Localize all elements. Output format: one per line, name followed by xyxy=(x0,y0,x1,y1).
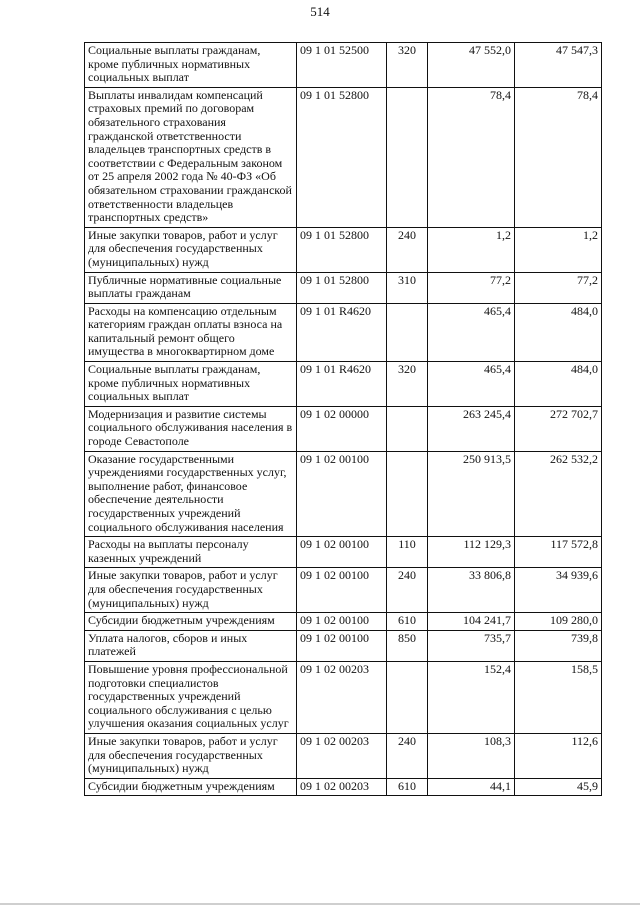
table-row xyxy=(85,362,602,407)
target-article-code-cell: 09 1 01 R4620 xyxy=(297,362,387,407)
amount-year-2-cell: 34 939,6 xyxy=(515,568,602,613)
expense-name-cell: Субсидии бюджетным учреждениям xyxy=(85,778,297,796)
expense-name-cell: Уплата налогов, сборов и иных платежей xyxy=(85,630,297,661)
table-row xyxy=(85,733,602,778)
expense-name-cell: Субсидии бюджетным учреждениям xyxy=(85,613,297,631)
amount-year-2-cell: 117 572,8 xyxy=(515,537,602,568)
expense-type-code-cell: 320 xyxy=(387,362,428,407)
amount-year-1-cell: 33 806,8 xyxy=(428,568,515,613)
table-row xyxy=(85,568,602,613)
expense-name-cell: Публичные нормативные социальные выплаты гражданам xyxy=(85,272,297,303)
target-article-code-cell: 09 1 02 00000 xyxy=(297,406,387,451)
table-row xyxy=(85,303,602,361)
expense-type-code-cell: 240 xyxy=(387,733,428,778)
expense-type-code-cell: 110 xyxy=(387,537,428,568)
expense-name-cell: Оказание государственными учреждениями государственных услуг, выполнение работ, финансовое обеспечение деятельности государственных учреждений социального обслуживания населения xyxy=(85,451,297,537)
target-article-code-cell: 09 1 02 00203 xyxy=(297,661,387,733)
amount-year-1-cell: 465,4 xyxy=(428,303,515,361)
table-row xyxy=(85,661,602,733)
target-article-code-cell: 09 1 01 52800 xyxy=(297,87,387,227)
table-row xyxy=(85,87,602,227)
table-row xyxy=(85,537,602,568)
amount-year-2-cell: 77,2 xyxy=(515,272,602,303)
amount-year-2-cell: 484,0 xyxy=(515,303,602,361)
amount-year-1-cell: 263 245,4 xyxy=(428,406,515,451)
amount-year-1-cell: 250 913,5 xyxy=(428,451,515,537)
amount-year-2-cell: 158,5 xyxy=(515,661,602,733)
expense-type-code-cell xyxy=(387,451,428,537)
expense-type-code-cell xyxy=(387,406,428,451)
amount-year-2-cell: 272 702,7 xyxy=(515,406,602,451)
amount-year-1-cell: 112 129,3 xyxy=(428,537,515,568)
expense-name-cell: Социальные выплаты гражданам, кроме публичных нормативных социальных выплат xyxy=(85,43,297,88)
amount-year-1-cell: 78,4 xyxy=(428,87,515,227)
amount-year-2-cell: 1,2 xyxy=(515,227,602,272)
table-row xyxy=(85,778,602,796)
target-article-code-cell: 09 1 02 00203 xyxy=(297,733,387,778)
table-row xyxy=(85,451,602,537)
amount-year-2-cell: 45,9 xyxy=(515,778,602,796)
expense-type-code-cell: 850 xyxy=(387,630,428,661)
table-row xyxy=(85,43,602,88)
expense-type-code-cell xyxy=(387,661,428,733)
budget-table-body xyxy=(85,43,602,796)
amount-year-2-cell: 739,8 xyxy=(515,630,602,661)
target-article-code-cell: 09 1 02 00100 xyxy=(297,451,387,537)
target-article-code-cell: 09 1 02 00100 xyxy=(297,568,387,613)
table-row xyxy=(85,272,602,303)
amount-year-1-cell: 735,7 xyxy=(428,630,515,661)
amount-year-2-cell: 112,6 xyxy=(515,733,602,778)
expense-name-cell: Расходы на компенсацию отдельным категориям граждан оплаты взноса на капитальный ремонт общего имущества в многоквартирном доме xyxy=(85,303,297,361)
target-article-code-cell: 09 1 02 00100 xyxy=(297,537,387,568)
expense-type-code-cell xyxy=(387,87,428,227)
expense-name-cell: Социальные выплаты гражданам, кроме публичных нормативных социальных выплат xyxy=(85,362,297,407)
amount-year-1-cell: 1,2 xyxy=(428,227,515,272)
table-row xyxy=(85,630,602,661)
expense-name-cell: Иные закупки товаров, работ и услуг для обеспечения государственных (муниципальных) нужд xyxy=(85,227,297,272)
table-row xyxy=(85,613,602,631)
target-article-code-cell: 09 1 02 00203 xyxy=(297,778,387,796)
page-number: 514 xyxy=(310,4,330,19)
table-row xyxy=(85,406,602,451)
expense-type-code-cell: 240 xyxy=(387,227,428,272)
expense-type-code-cell: 320 xyxy=(387,43,428,88)
expense-name-cell: Повышение уровня профессиональной подготовки специалистов государственных учреждений социального обслуживания с целью улучшения оказания социальных услуг xyxy=(85,661,297,733)
amount-year-1-cell: 465,4 xyxy=(428,362,515,407)
target-article-code-cell: 09 1 02 00100 xyxy=(297,630,387,661)
expense-name-cell: Иные закупки товаров, работ и услуг для обеспечения государственных (муниципальных) нужд xyxy=(85,568,297,613)
target-article-code-cell: 09 1 02 00100 xyxy=(297,613,387,631)
target-article-code-cell: 09 1 01 52500 xyxy=(297,43,387,88)
amount-year-2-cell: 78,4 xyxy=(515,87,602,227)
target-article-code-cell: 09 1 01 R4620 xyxy=(297,303,387,361)
expense-name-cell: Модернизация и развитие системы социального обслуживания населения в городе Севастополе xyxy=(85,406,297,451)
budget-table xyxy=(84,42,602,796)
expense-name-cell: Иные закупки товаров, работ и услуг для обеспечения государственных (муниципальных) нужд xyxy=(85,733,297,778)
expense-type-code-cell: 310 xyxy=(387,272,428,303)
expense-type-code-cell: 240 xyxy=(387,568,428,613)
table-row xyxy=(85,227,602,272)
amount-year-1-cell: 47 552,0 xyxy=(428,43,515,88)
target-article-code-cell: 09 1 01 52800 xyxy=(297,227,387,272)
amount-year-1-cell: 104 241,7 xyxy=(428,613,515,631)
amount-year-1-cell: 152,4 xyxy=(428,661,515,733)
expense-type-code-cell: 610 xyxy=(387,778,428,796)
amount-year-2-cell: 484,0 xyxy=(515,362,602,407)
expense-name-cell: Выплаты инвалидам компенсаций страховых премий по договорам обязательного страхования гражданской ответственности владельцев транспортных средств в соответствии с Федеральным законом от 25 апреля 2002 года № 40-ФЗ «Об обязательном страховании гражданской ответственности владельцев транспортных средств» xyxy=(85,87,297,227)
amount-year-2-cell: 109 280,0 xyxy=(515,613,602,631)
amount-year-1-cell: 77,2 xyxy=(428,272,515,303)
expense-name-cell: Расходы на выплаты персоналу казенных учреждений xyxy=(85,537,297,568)
amount-year-2-cell: 262 532,2 xyxy=(515,451,602,537)
amount-year-1-cell: 108,3 xyxy=(428,733,515,778)
amount-year-1-cell: 44,1 xyxy=(428,778,515,796)
target-article-code-cell: 09 1 01 52800 xyxy=(297,272,387,303)
amount-year-2-cell: 47 547,3 xyxy=(515,43,602,88)
expense-type-code-cell: 610 xyxy=(387,613,428,631)
expense-type-code-cell xyxy=(387,303,428,361)
